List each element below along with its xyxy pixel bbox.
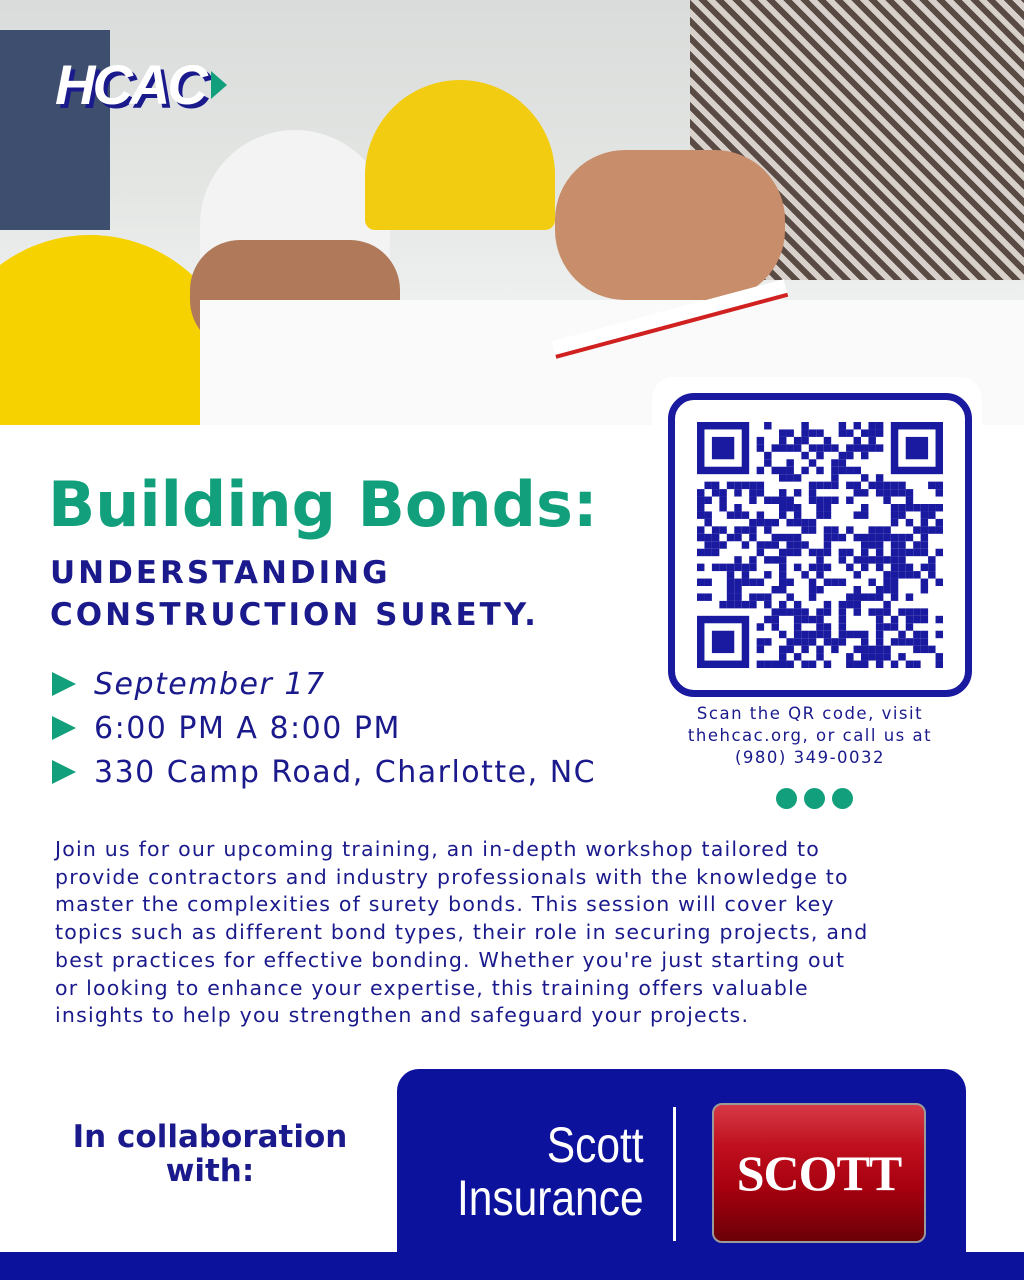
logo-text: HCAC xyxy=(55,53,205,116)
description-line: or looking to enhance your expertise, this training offers valuable xyxy=(55,975,809,1000)
collab-line: with: xyxy=(165,1153,255,1189)
scott-logo-badge xyxy=(712,1103,926,1243)
subtitle-line: UNDERSTANDING xyxy=(50,555,391,591)
triangle-bullet-icon xyxy=(52,672,76,696)
description-line: topics such as different bond types, their role in securing projects, and xyxy=(55,920,869,945)
time-text: 6:00 PM A 8:00 PM xyxy=(94,710,401,746)
qr-code[interactable] xyxy=(697,422,943,668)
event-time xyxy=(52,706,596,750)
description-line: Join us for our upcoming training, an in-depth workshop tailored to xyxy=(55,837,820,861)
partner-name xyxy=(457,1119,644,1225)
event-title: Building Bonds: xyxy=(48,468,598,541)
collaboration-label xyxy=(40,1120,380,1188)
event-description xyxy=(55,836,869,1030)
partner-name-line: Scott xyxy=(547,1117,644,1173)
date-text: September 17 xyxy=(94,666,326,702)
dot-icon xyxy=(832,788,853,809)
triangle-bullet-icon xyxy=(52,760,76,784)
decorative-dots xyxy=(776,788,853,809)
dot-icon xyxy=(804,788,825,809)
description-line: insights to help you strengthen and safeguard your projects. xyxy=(55,1003,750,1028)
partner-logo-panel xyxy=(397,1069,966,1269)
hero-photo xyxy=(0,0,1024,425)
triangle-bullet-icon xyxy=(52,716,76,740)
event-subtitle xyxy=(50,552,539,636)
partner-name-line: Insurance xyxy=(457,1170,644,1226)
caption-line: Scan the QR code, visit xyxy=(696,704,924,723)
qr-caption xyxy=(660,703,960,769)
divider xyxy=(673,1107,676,1241)
qr-finder-pattern xyxy=(712,631,734,653)
hcac-logo xyxy=(55,52,227,117)
event-date xyxy=(52,662,596,706)
hard-hat-yellow xyxy=(365,80,555,230)
description-line: best practices for effective bonding. Whether you're just starting out xyxy=(55,947,846,972)
qr-finder-pattern xyxy=(906,437,928,459)
hand-right xyxy=(555,150,785,300)
qr-finder-pattern xyxy=(712,437,734,459)
dot-icon xyxy=(776,788,797,809)
logo-arrow-icon xyxy=(211,71,227,99)
caption-line: (980) 349-0032 xyxy=(734,748,886,767)
event-details xyxy=(52,662,596,794)
scott-logo-text: SCOTT xyxy=(736,1145,902,1201)
subtitle-line: CONSTRUCTION SURETY. xyxy=(50,597,539,633)
event-location xyxy=(52,750,596,794)
description-line: provide contractors and industry professionals with the knowledge to xyxy=(55,864,849,889)
description-line: master the complexities of surety bonds. This session will cover key xyxy=(55,892,835,917)
caption-line: thehcac.org, or call us at xyxy=(687,726,933,745)
collab-line: In collaboration xyxy=(72,1119,348,1155)
location-text: 330 Camp Road, Charlotte, NC xyxy=(94,754,597,790)
qr-code-frame[interactable] xyxy=(668,393,972,697)
